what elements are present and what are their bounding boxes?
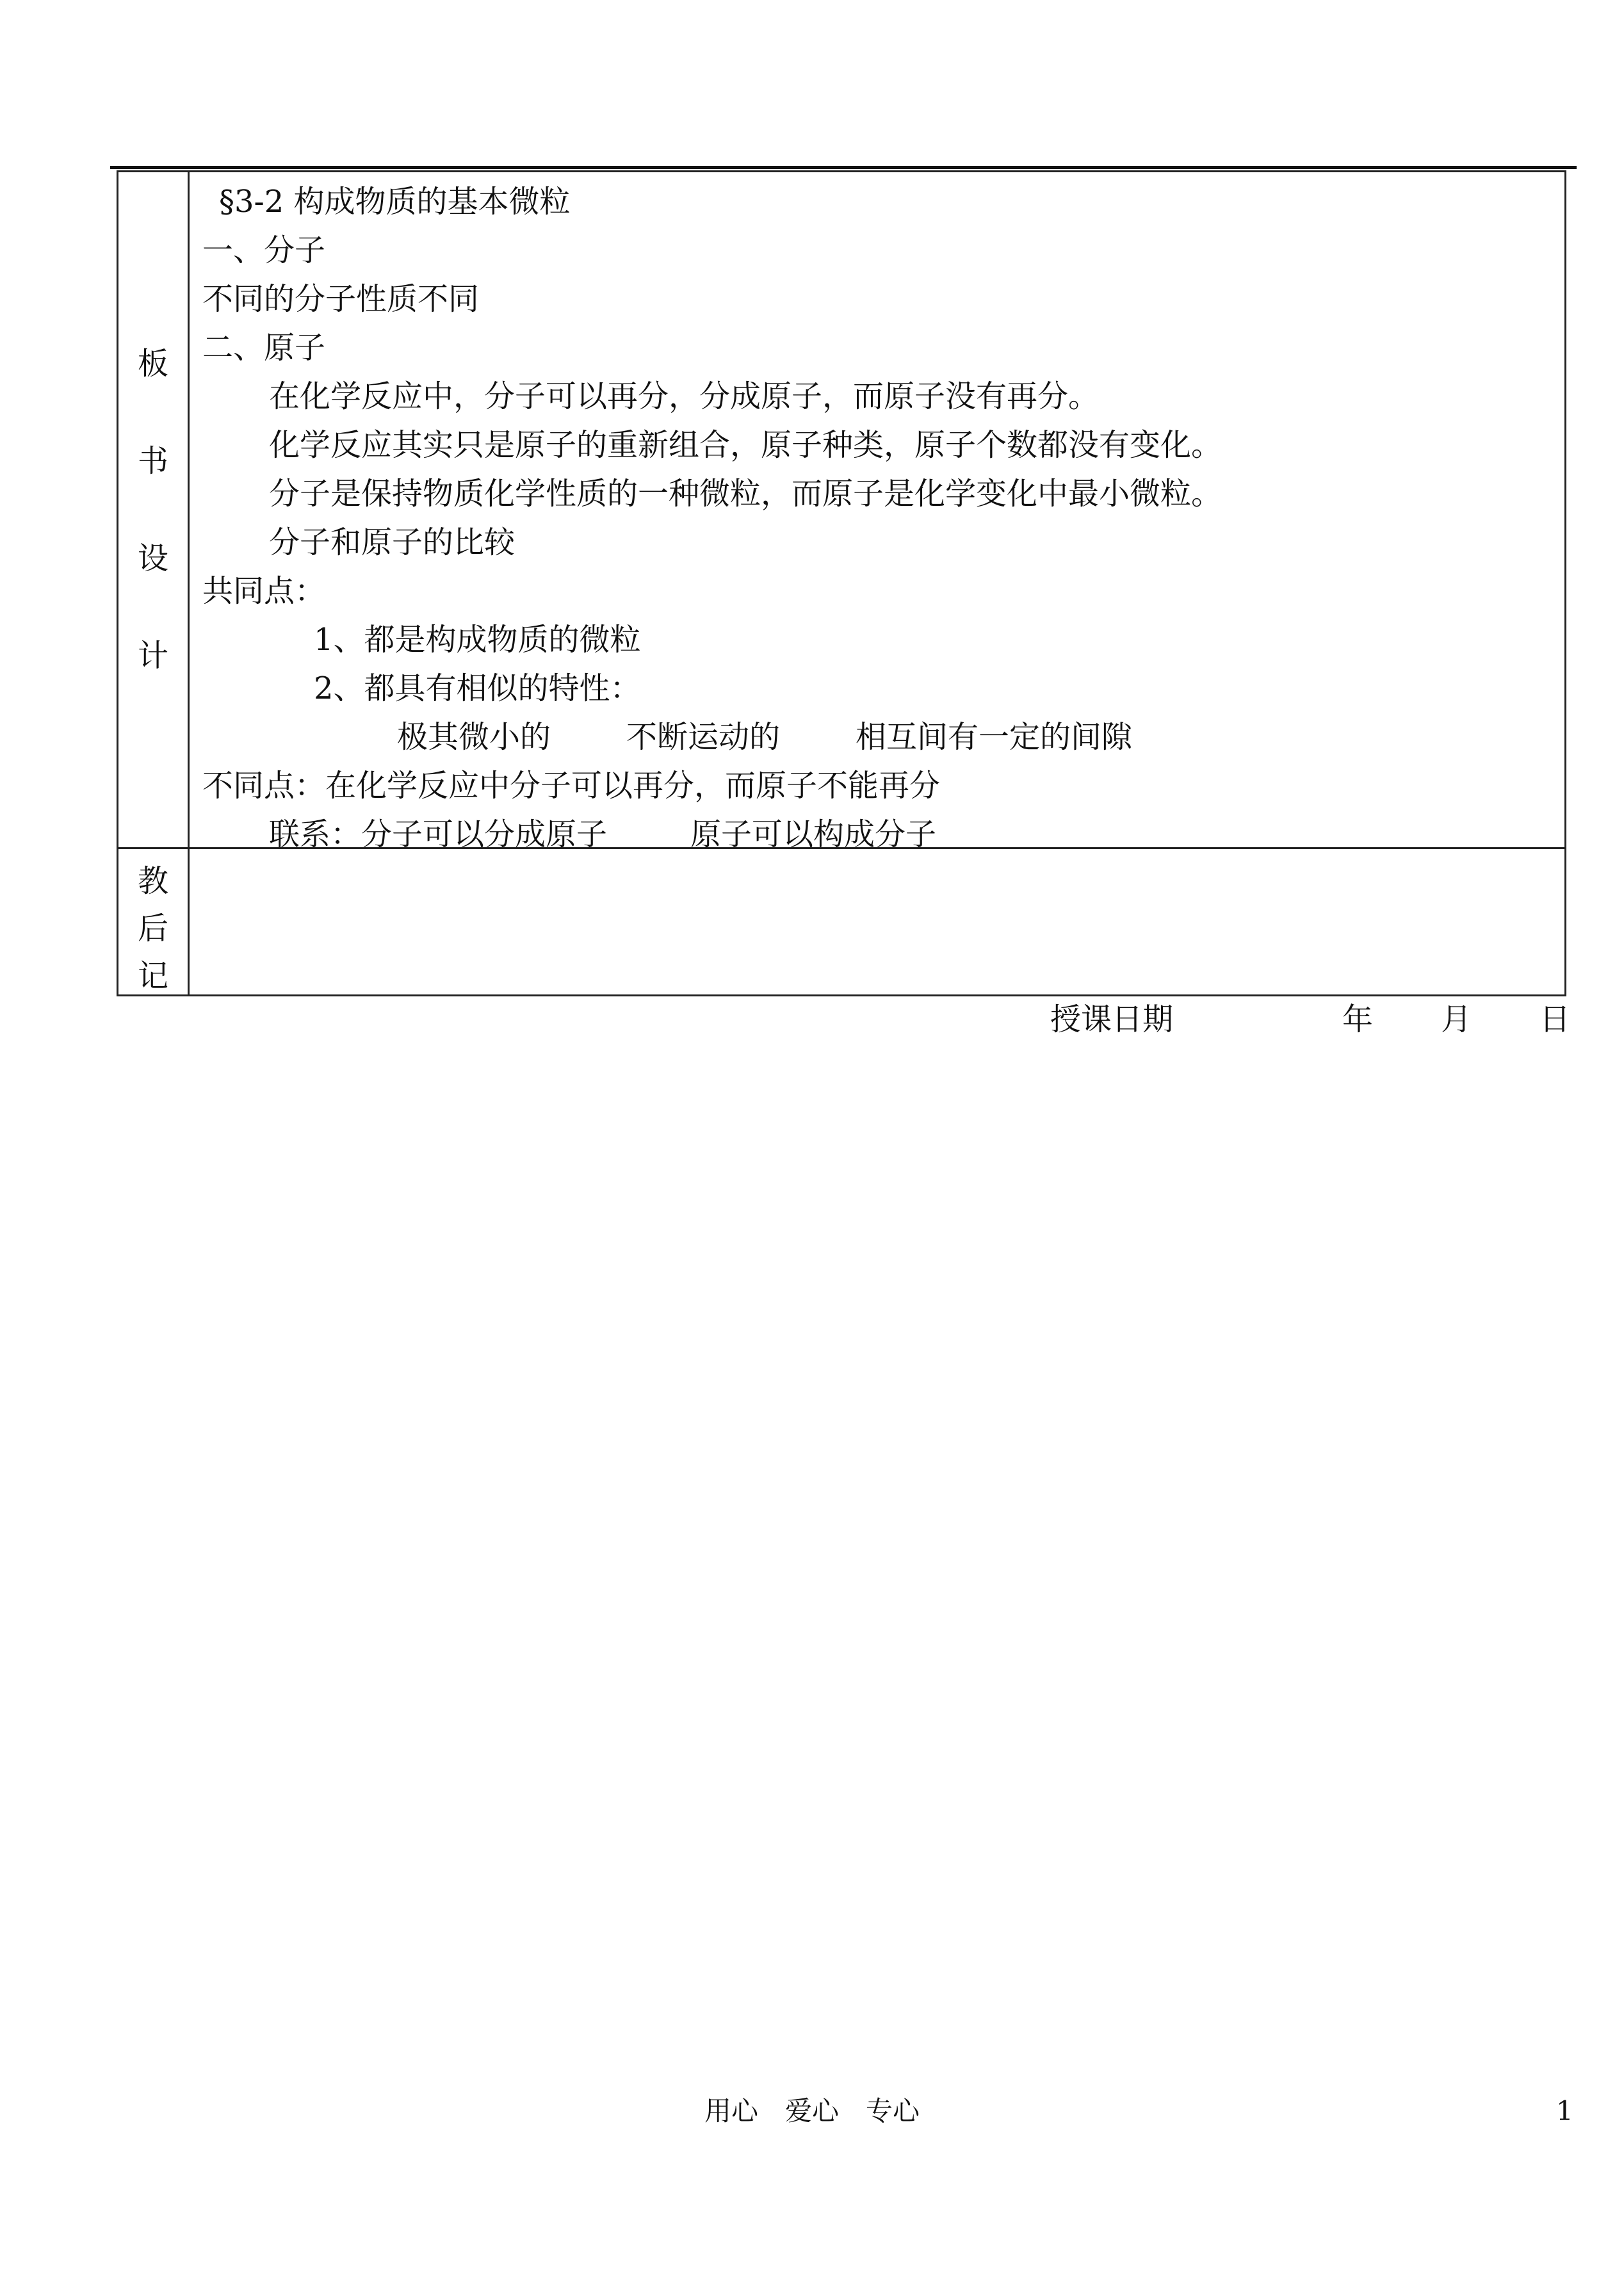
board-design-label	[118, 172, 188, 674]
common-point-item: 1、都是构成物质的微粒	[314, 622, 641, 658]
comparison-heading: 分子和原子的比较	[269, 524, 516, 560]
section-heading: §3-2 构成物质的基本微粒	[219, 184, 571, 220]
board-label-char: 设	[137, 540, 168, 576]
text-line: 在化学反应中，分子可以再分，分成原子，而原子没有再分。	[269, 378, 1100, 414]
text-line: 化学反应其实只是原子的重新组合，原子种类，原子个数都没有变化。	[269, 427, 1222, 463]
common-point-item: 2、都具有相似的特性：	[314, 670, 641, 706]
board-label-char: 书	[137, 443, 168, 479]
notes-label-char: 教	[137, 863, 168, 899]
board-design-content-cell	[189, 172, 1566, 852]
text-line: 不同的分子性质不同	[202, 281, 480, 317]
board-design-content	[190, 172, 1564, 852]
heading-atom: 二、原子	[202, 330, 326, 366]
notes-label-char: 记	[137, 958, 168, 994]
text-line: 分子是保持物质化学性质的一种微粒，而原子是化学变化中最小微粒。	[269, 476, 1222, 512]
date-year-label: 年	[1342, 1002, 1374, 1037]
teaching-date-label: 授课日期	[1050, 1002, 1174, 1037]
board-design-row	[118, 172, 1566, 848]
relation-line: 联系：分子可以分成原子	[269, 816, 608, 852]
post-lesson-notes-row	[118, 848, 1566, 996]
heading-molecule: 一、分子	[202, 232, 326, 268]
property-item: 相互间有一定的间隙	[856, 719, 1133, 755]
common-points-label: 共同点：	[202, 573, 326, 609]
top-rule	[110, 166, 1577, 169]
post-lesson-notes-content	[189, 848, 1566, 996]
post-lesson-notes-label	[118, 849, 188, 994]
relation-line: 原子可以构成分子	[690, 816, 937, 852]
notes-label-char: 后	[137, 911, 168, 946]
board-label-char: 计	[137, 638, 168, 674]
post-lesson-notes-label-cell	[118, 848, 189, 996]
difference-line: 不同点：在化学反应中分子可以再分，而原子不能再分	[202, 768, 941, 804]
date-day-label: 日	[1539, 1002, 1571, 1037]
property-item: 极其微小的	[397, 719, 551, 755]
page-number: 1	[1556, 2095, 1573, 2127]
footer-motto: 用心 爱心 专心	[704, 2095, 920, 2127]
date-month-label: 月	[1441, 1002, 1472, 1037]
property-item: 不断运动的	[626, 719, 781, 755]
board-label-char: 板	[137, 346, 168, 382]
board-design-label-cell	[118, 172, 189, 848]
lesson-plan-table	[117, 170, 1566, 996]
